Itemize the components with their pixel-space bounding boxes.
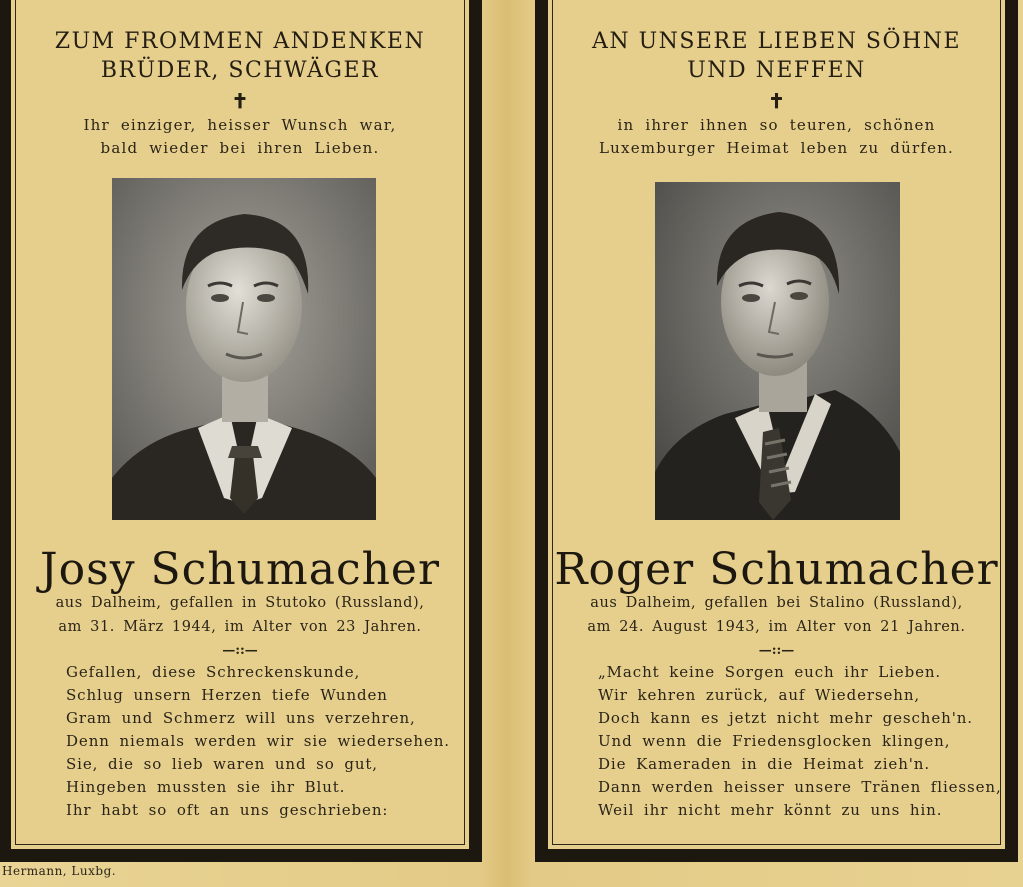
printer-imprint: Hermann, Luxbg. (2, 864, 117, 878)
poem-line: Und wenn die Friedensglocken klingen, (598, 732, 951, 750)
portrait-josy-illustration (112, 178, 376, 520)
poem-line: Weil ihr nicht mehr könnt zu uns hin. (598, 801, 943, 819)
poem-line: Dann werden heisser unsere Tränen fliessen, (598, 778, 1002, 796)
poem-line: Die Kameraden in die Heimat zieh'n. (598, 755, 931, 773)
details-line-1: aus Dalheim, gefallen bei Stalino (Russland), (590, 595, 963, 611)
cross-icon: ✝ (768, 89, 785, 113)
poem-line: Wir kehren zurück, auf Wiedersehn, (598, 686, 921, 704)
cross-icon: ✝ (231, 89, 249, 113)
portrait-roger-illustration (655, 182, 900, 520)
deceased-name: Josy Schumacher (39, 544, 441, 595)
poem-line: „Macht keine Sorgen euch ihr Lieben. (598, 663, 942, 681)
memorial-poem (598, 661, 1002, 822)
memorial-card-left (0, 0, 482, 862)
memorial-card-right (535, 0, 1018, 862)
intro-line-1: Ihr einziger, heisser Wunsch war, (83, 116, 397, 134)
poem-line: Gefallen, diese Schreckenskunde, (66, 663, 361, 681)
poem-line: Doch kann es jetzt nicht mehr gescheh'n. (598, 709, 973, 727)
ornament-divider: —::— (758, 643, 795, 658)
heading-line-1: ZUM FROMMEN ANDENKEN (54, 29, 426, 54)
intro-line-1: in ihrer ihnen so teuren, schönen (617, 116, 936, 134)
poem-line: Gram und Schmerz will uns verzehren, (66, 709, 416, 727)
poem-line: Schlug unsern Herzen tiefe Wunden (66, 686, 388, 704)
details-line-2: am 31. März 1944, im Alter von 23 Jahren. (58, 619, 422, 635)
deceased-name: Roger Schumacher (554, 544, 999, 595)
poem-line: Hingeben mussten sie ihr Blut. (66, 778, 346, 796)
portrait-photo-roger (655, 182, 900, 520)
details-line-1: aus Dalheim, gefallen in Stutoko (Russland), (55, 595, 425, 611)
heading-line-2: BRÜDER, SCHWÄGER (100, 58, 380, 83)
memorial-poem (66, 661, 450, 822)
intro-line-2: Luxemburger Heimat leben zu dürfen. (599, 139, 954, 157)
poem-line: Denn niemals werden wir sie wiedersehen. (66, 732, 450, 750)
ornament-divider: —::— (222, 643, 258, 658)
heading-line-1: AN UNSERE LIEBEN SÖHNE (591, 29, 962, 54)
poem-line: Ihr habt so oft an uns geschrieben: (66, 801, 389, 819)
heading-line-2: UND NEFFEN (687, 58, 866, 83)
intro-line-2: bald wieder bei ihren Lieben. (100, 139, 380, 157)
poem-line: Sie, die so lieb waren und so gut, (66, 755, 378, 773)
details-line-2: am 24. August 1943, im Alter von 21 Jahren. (587, 619, 966, 635)
portrait-photo-josy (112, 178, 376, 520)
